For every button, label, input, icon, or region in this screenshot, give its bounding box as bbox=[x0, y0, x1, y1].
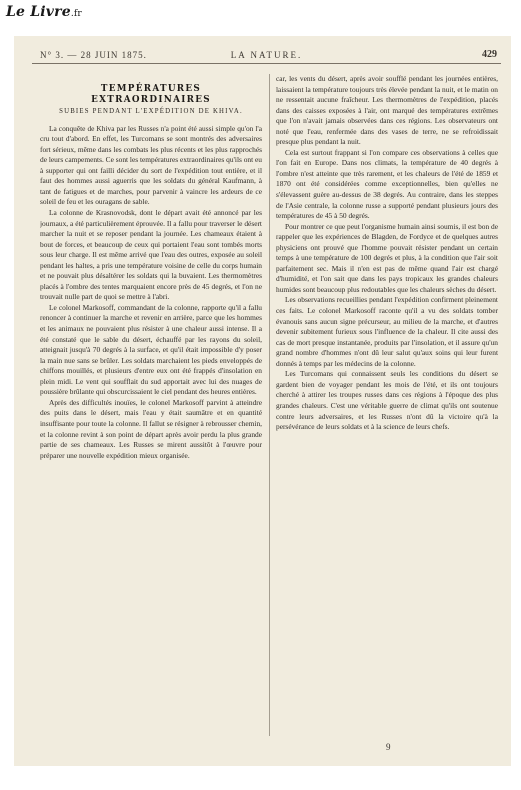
paragraph: Le colonel Markosoff, commandant de la colonne, rapporte qu'il a fallu renoncer à continuer la marche et revenir en arrière, parce que les hommes et les animaux ne pouvaient plus résister à une chaleur aussi intense. Il a été constaté que le sable du désert, échauffé par les rayons du soleil, atteignait jusqu'à 70 degrés à la surface, et qu'il était impossible d'y poser la main nue sans se brûler. Les soldats marchaient les pieds enveloppés de chiffons mouillés, et plusieurs d'entre eux ont été frappés d'insolation en plein midi. Le vent qui soufflait du sud apportait avec lui des nuages de poussière brûlante qui obscurcissaient le ciel pendant des heures entières. bbox=[40, 302, 262, 397]
paragraph: Après des difficultés inouïes, le colonel Markosoff parvint à atteindre des puits dans le désert, mais l'eau y était saumâtre et en quantité insuffisante pour toute la colonne. Il fallut se résigner à rebrousser chemin, et la colonne revint à son point de départ après avoir perdu la plus grande partie de ses chameaux. Les Russes se mirent aussitôt à l'œuvre pour préparer une nouvelle expédition mieux organisée. bbox=[40, 397, 262, 460]
paragraph: Les observations recueillies pendant l'expédition confirment pleinement ces faits. Le colonel Markosoff raconte qu'il a vu des soldats tomber évanouis sans aucun signe précurseur, au milieu de la marche, et d'autres devenir subitement furieux sous l'influence de la chaleur. Il cite aussi des cas de mort presque instantanée, produits par l'insolation, et il assure qu'un grand nombre d'hommes n'ont dû leur salut qu'aux soins qui leur furent donnés à temps par les médecins de la colonne. bbox=[276, 295, 498, 368]
paragraph: car, les vents du désert, après avoir soufflé pendant les journées entières, laissaient la température toujours très élevée pendant la nuit, et le matin on ne ressentait aucune fraîcheur. Les thermomètres de l'expédition, placés dans des caisses exposées à l'air, ont marqué des températures extrêmes que l'on n'avait jamais observées dans ces régions. Les observateurs ont noté que l'eau, renfermée dans des vases de terre, ne se refroidissait presque plus pendant la nuit. bbox=[276, 74, 498, 147]
paragraph: Pour montrer ce que peut l'organisme humain ainsi soumis, il est bon de rappeler que les expériences de Blagden, de Fordyce et de quelques autres physiciens ont prouvé que l'homme pouvait résister pendant un certain temps à une température de 100 degrés et plus, à la condition que l'air soit parfaitement sec. Mais il n'en est pas de même quand l'air est chargé d'humidité, et l'on sait que dans les pays tropicaux les grandes chaleurs humides sont beaucoup plus redoutables que les chaleurs sèches du désert. bbox=[276, 221, 498, 294]
signature-mark: 9 bbox=[386, 742, 391, 752]
column-divider bbox=[269, 74, 270, 736]
scanned-page bbox=[14, 36, 511, 766]
left-column bbox=[40, 76, 262, 736]
article-title: TEMPÉRATURES EXTRAORDINAIRES bbox=[91, 84, 211, 105]
paragraph: La colonne de Krasnovodsk, dont le départ avait été annoncé par les journaux, a été particulièrement éprouvée. Il a fallu pour traverser le désert marcher la nuit et se reposer pendant la journée. Les chameaux étaient à bout de forces, et beaucoup de ceux qui portaient l'eau sont tombés morts sous leur charge. Il est même arrivé que l'eau des outres, exposée au soleil pendant les haltes, a pris une température voisine de celle du corps humain et ne pouvait plus désaltérer les soldats qui la buvaient. Les thermomètres placés à l'ombre des tentes marquaient encore près de 45 degrés, et l'on ne trouvait nulle part de quoi se mettre à l'abri. bbox=[40, 208, 262, 302]
header-issue-date: N° 3. — 28 JUIN 1875. bbox=[40, 50, 147, 60]
header-journal-title: LA NATURE. bbox=[230, 50, 303, 60]
running-header bbox=[32, 49, 501, 64]
article-subtitle: SUBIES PENDANT L'EXPÉDITION DE KHIVA. bbox=[59, 108, 243, 116]
paragraph: Les Turcomans qui connaissent seuls les conditions du désert se gardent bien de voyager pendant les mois de l'été, et ils ont toujours cherché à attirer les troupes russes dans ces régions à l'époque des plus grandes chaleurs. C'est une véritable guerre de climat qu'ils ont soutenue contre leurs adversaires, et les Russes n'ont dû la victoire qu'à la persévérance de leurs soldats et à la science de leurs chefs. bbox=[276, 369, 498, 432]
logo-suffix: .fr bbox=[70, 9, 82, 19]
paragraph: La conquête de Khiva par les Russes n'a point été aussi simple qu'on l'a cru tout d'abord. En effet, les Turcomans se sont montrés des adversaires fort sérieux, même dans les combats les plus récents et les plus rapprochés de leurs campements. Ce sont les températures extraordinaires qu'ils ont eu à supporter qui ont failli décider du sort de l'expédition tout entière, et il faut des hommes aussi aguerris que les soldats du général Kaufmann, à tant de fatigues et de marches, pour parvenir à vaincre les ardeurs de ce soleil de feu et les ouragans de sable. bbox=[40, 123, 262, 207]
header-page-number: 429 bbox=[482, 49, 497, 60]
right-column bbox=[276, 74, 498, 734]
site-logo bbox=[6, 4, 82, 20]
paragraph: Cela est surtout frappant si l'on compare ces observations à celles que l'on fait en Europe. Dans nos climats, la température de 40 degrés à l'ombre n'est atteinte que très rarement, et les chaleurs de l'été de 1859 et 1870 ont été considérées comme exceptionnelles, bien qu'elles ne s'élevassent guère au-dessus de 38 degrés. Au contraire, dans les steppes de l'Asie centrale, la colonne russe a supporté pendant plusieurs jours des températures de 45 à 50 degrés. bbox=[276, 147, 498, 221]
logo-text: Le Livre bbox=[6, 4, 71, 20]
